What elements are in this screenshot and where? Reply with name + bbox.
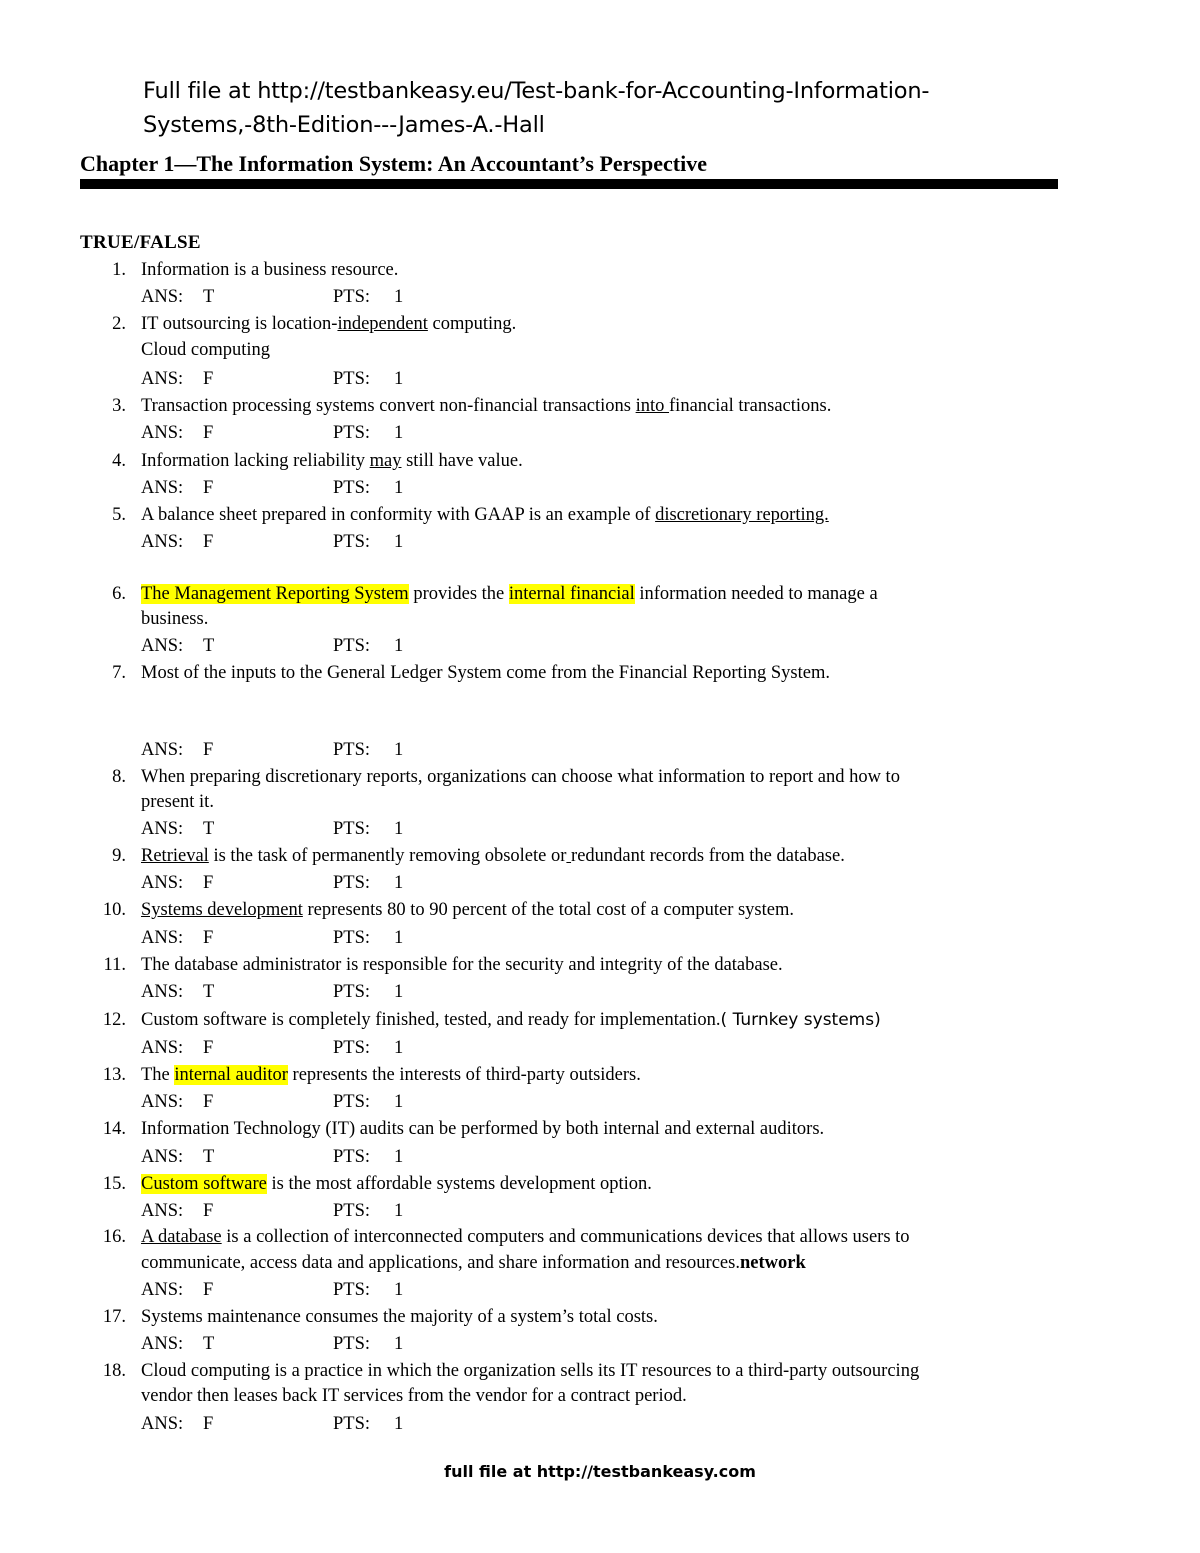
question-text: Systems maintenance consumes the majority of a system’s total costs. <box>141 1307 658 1327</box>
points-value: 1 <box>394 873 404 893</box>
underlined-term: into <box>635 396 670 416</box>
question-number: 18. <box>102 1361 126 1381</box>
highlighted-term: Custom software <box>141 1174 267 1194</box>
points-label: PTS: <box>333 423 371 443</box>
answer-value: T <box>203 287 215 307</box>
answer-value: F <box>203 1038 214 1058</box>
points-label: PTS: <box>333 1201 371 1221</box>
underlined-term: may <box>369 451 402 471</box>
highlighted-term: internal financial <box>508 584 635 604</box>
points-value: 1 <box>394 928 404 948</box>
points-value: 1 <box>394 1092 404 1112</box>
question-text: Systems development represents 80 to 90 percent of the total cost of a computer system. <box>141 900 794 920</box>
answer-label: ANS: <box>141 423 184 443</box>
points-label: PTS: <box>333 1334 371 1354</box>
points-label: PTS: <box>333 287 371 307</box>
question-text-continued: business. <box>141 609 209 629</box>
answer-value: F <box>203 1201 214 1221</box>
points-label: PTS: <box>333 1147 371 1167</box>
question-text: The Management Reporting System provides the internal financial information needed to manage a <box>141 584 878 604</box>
points-value: 1 <box>394 1334 404 1354</box>
chapter-title: Chapter 1—The Information System: An Accountant’s Perspective <box>80 151 707 176</box>
question-text: Most of the inputs to the General Ledger System come from the Financial Reporting System. <box>141 663 830 683</box>
points-label: PTS: <box>333 636 371 656</box>
question-text: Information lacking reliability may still have value. <box>141 451 523 471</box>
question-text: When preparing discretionary reports, organizations can choose what information to report and how to <box>141 767 900 787</box>
answer-value: F <box>203 740 214 760</box>
points-value: 1 <box>394 1414 404 1434</box>
question-number: 10. <box>102 900 126 920</box>
answer-value: F <box>203 1092 214 1112</box>
answer-label: ANS: <box>141 1280 184 1300</box>
question-number: 17. <box>102 1307 126 1327</box>
highlighted-term: The Management Reporting System <box>141 584 409 604</box>
question-number: 5. <box>112 505 126 525</box>
points-value: 1 <box>394 287 404 307</box>
points-label: PTS: <box>333 873 371 893</box>
points-value: 1 <box>394 1201 404 1221</box>
points-value: 1 <box>394 1280 404 1300</box>
answer-label: ANS: <box>141 532 184 552</box>
answer-label: ANS: <box>141 819 184 839</box>
question-number: 14. <box>102 1119 126 1139</box>
question-text: Transaction processing systems convert non-financial transactions into financial transactions. <box>141 396 832 416</box>
question-number: 9. <box>112 846 126 866</box>
points-label: PTS: <box>333 369 371 389</box>
answer-value: T <box>203 636 215 656</box>
points-label: PTS: <box>333 1414 371 1434</box>
answer-value: F <box>203 423 214 443</box>
answer-value: F <box>203 928 214 948</box>
answer-label: ANS: <box>141 1414 184 1434</box>
answer-label: ANS: <box>141 1334 184 1354</box>
answer-value: F <box>203 369 214 389</box>
points-value: 1 <box>394 982 404 1002</box>
points-label: PTS: <box>333 532 371 552</box>
answer-value: T <box>203 982 215 1002</box>
handwritten-annotation: Cloud computing <box>141 340 270 360</box>
question-text-continued: vendor then leases back IT services from the vendor for a contract period. <box>141 1386 687 1406</box>
answer-value: T <box>203 1147 215 1167</box>
footer-url: full file at http://testbankeasy.com <box>444 1462 756 1481</box>
underlined-term: A database <box>141 1227 222 1247</box>
underlined-term: Systems development <box>141 900 303 920</box>
points-label: PTS: <box>333 928 371 948</box>
question-number: 7. <box>112 663 126 683</box>
points-value: 1 <box>394 1147 404 1167</box>
answer-label: ANS: <box>141 287 184 307</box>
answer-value: F <box>203 1414 214 1434</box>
question-text: Custom software is completely finished, tested, and ready for implementation.( Turnkey systems) <box>141 1010 881 1030</box>
answer-label: ANS: <box>141 1201 184 1221</box>
section-heading: TRUE/FALSE <box>80 232 201 253</box>
answer-label: ANS: <box>141 928 184 948</box>
points-label: PTS: <box>333 1280 371 1300</box>
points-value: 1 <box>394 819 404 839</box>
handwritten-annotation: ( Turnkey systems) <box>720 1010 881 1030</box>
points-label: PTS: <box>333 1092 371 1112</box>
question-number: 16. <box>102 1227 126 1247</box>
question-number: 6. <box>112 584 126 604</box>
points-value: 1 <box>394 478 404 498</box>
question-number: 8. <box>112 767 126 787</box>
answer-value: T <box>203 819 215 839</box>
underlined-term: Retrieval <box>141 846 209 866</box>
answer-label: ANS: <box>141 1147 184 1167</box>
question-text: Retrieval is the task of permanently removing obsolete or redundant records from the database. <box>141 846 845 866</box>
question-text: Information Technology (IT) audits can be performed by both internal and external auditors. <box>141 1119 825 1139</box>
points-value: 1 <box>394 369 404 389</box>
question-text: The database administrator is responsible for the security and integrity of the database. <box>141 955 783 975</box>
answer-label: ANS: <box>141 1038 184 1058</box>
answer-label: ANS: <box>141 478 184 498</box>
answer-label: ANS: <box>141 1092 184 1112</box>
answer-label: ANS: <box>141 369 184 389</box>
answer-value: T <box>203 1334 215 1354</box>
question-number: 1. <box>112 260 126 280</box>
question-number: 11. <box>103 955 126 975</box>
points-value: 1 <box>394 740 404 760</box>
question-text: The internal auditor represents the interests of third-party outsiders. <box>141 1065 641 1085</box>
answer-value: F <box>203 532 214 552</box>
question-number: 2. <box>112 314 126 334</box>
answer-label: ANS: <box>141 873 184 893</box>
handwritten-annotation: network <box>739 1253 806 1273</box>
question-number: 4. <box>112 451 126 471</box>
source-url-header <box>143 74 1143 142</box>
points-value: 1 <box>394 1038 404 1058</box>
question-text: Custom software is the most affordable systems development option. <box>141 1174 652 1194</box>
question-text-continued: communicate, access data and applications, and share information and resources.network <box>141 1253 806 1273</box>
points-label: PTS: <box>333 478 371 498</box>
points-value: 1 <box>394 423 404 443</box>
question-text: Information is a business resource. <box>141 260 399 280</box>
question-text-continued: present it. <box>141 792 214 812</box>
question-text: A database is a collection of interconnected computers and communications devices that allows users to <box>141 1227 910 1247</box>
points-label: PTS: <box>333 740 371 760</box>
question-number: 3. <box>112 396 126 416</box>
source-url-line-2: Systems,-8th-Edition---James-A.-Hall <box>143 112 545 138</box>
answer-label: ANS: <box>141 740 184 760</box>
question-text: Cloud computing is a practice in which the organization sells its IT resources to a third-party outsourcing <box>141 1361 920 1381</box>
points-value: 1 <box>394 532 404 552</box>
answer-label: ANS: <box>141 636 184 656</box>
highlighted-term: internal auditor <box>174 1065 288 1085</box>
question-number: 12. <box>102 1010 126 1030</box>
question-text: A balance sheet prepared in conformity with GAAP is an example of discretionary reporting. <box>141 505 829 525</box>
answer-value: F <box>203 1280 214 1300</box>
points-label: PTS: <box>333 982 371 1002</box>
answer-label: ANS: <box>141 982 184 1002</box>
question-text: IT outsourcing is location-independent computing. <box>141 314 517 334</box>
underlined-term: independent <box>337 314 428 334</box>
question-number: 15. <box>102 1174 126 1194</box>
points-label: PTS: <box>333 1038 371 1058</box>
source-url-line-1: Full file at http://testbankeasy.eu/Test-bank-for-Accounting-Information- <box>143 78 930 104</box>
points-value: 1 <box>394 636 404 656</box>
question-number: 13. <box>102 1065 126 1085</box>
title-rule <box>80 179 1058 189</box>
points-label: PTS: <box>333 819 371 839</box>
answer-value: F <box>203 478 214 498</box>
answer-value: F <box>203 873 214 893</box>
underlined-term: discretionary reporting. <box>655 505 829 525</box>
